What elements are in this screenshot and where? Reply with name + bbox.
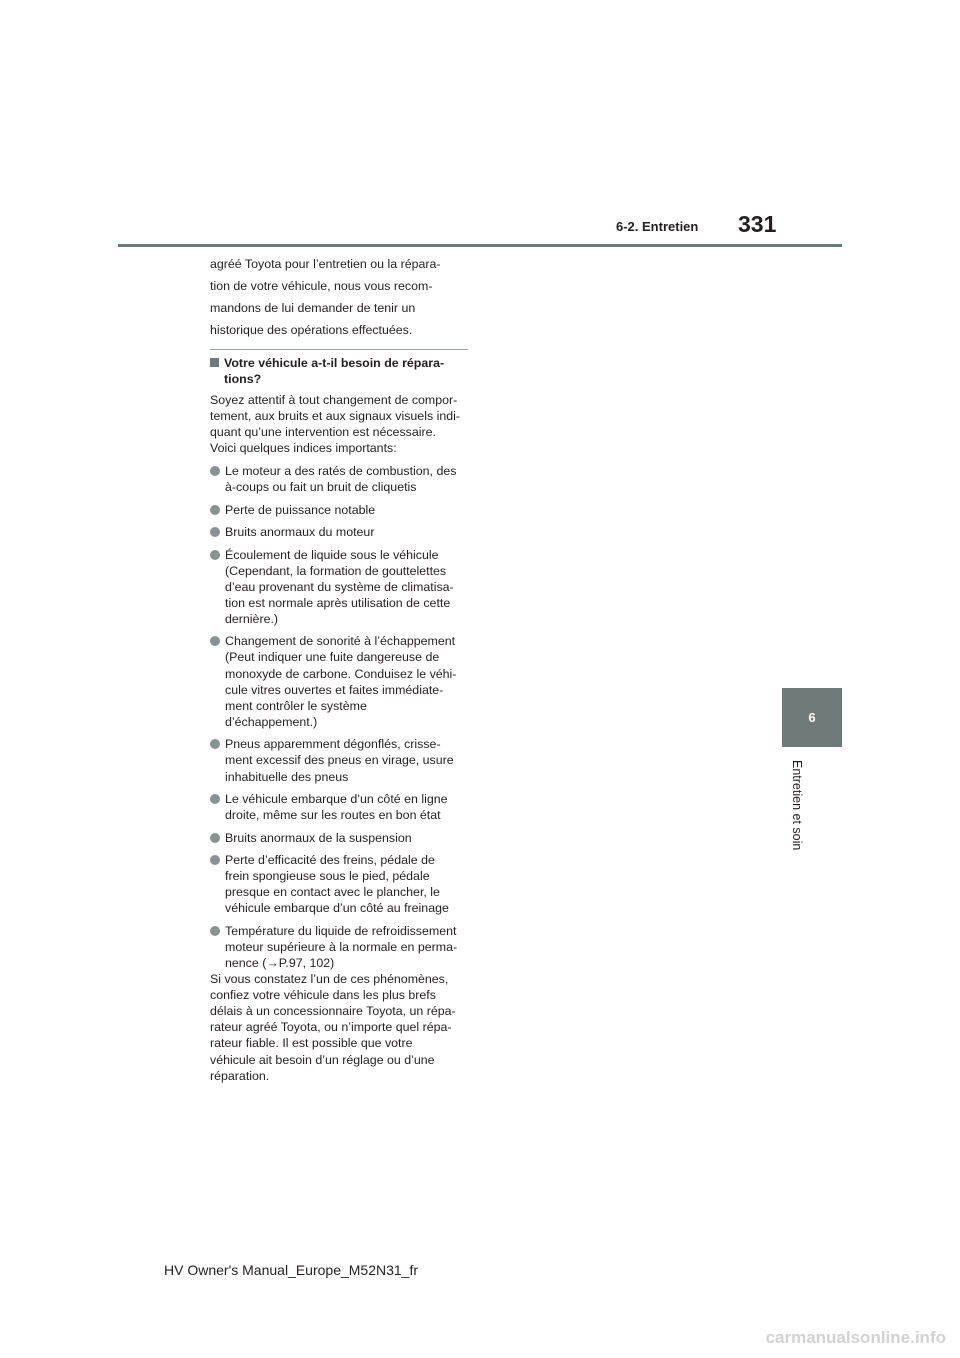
text-line: ment contrôler le système	[225, 698, 367, 713]
text-line: Si vous constatez l’un de ces phénomènes,	[210, 972, 449, 987]
round-bullet-icon	[210, 833, 220, 843]
round-bullet-icon	[210, 466, 220, 476]
text-line: rateur fiable. Il est possible que votre	[210, 1036, 413, 1051]
round-bullet-icon	[210, 550, 220, 560]
intro-line: mandons de lui demander de tenir un	[210, 301, 416, 315]
chapter-tab	[782, 688, 842, 747]
text-line: Perte de puissance notable	[225, 502, 376, 517]
list-item	[210, 791, 468, 823]
list-item	[210, 736, 468, 784]
text-line: Perte d’efficacité des freins, pédale de	[225, 853, 435, 868]
text-line: Voici quelques indices importants:	[210, 441, 397, 456]
topic-heading	[210, 355, 468, 387]
round-bullet-icon	[210, 926, 220, 936]
text-line: rateur agréé Toyota, ou n’importe quel répa-	[210, 1020, 452, 1035]
text-line: véhicule ait besoin d’un réglage ou d’une	[210, 1052, 435, 1067]
text-line: confiez votre véhicule dans les plus brefs	[210, 988, 436, 1003]
intro-paragraph	[210, 253, 480, 341]
topic-intro	[210, 392, 468, 456]
text-line: d’eau provenant du système de climatisa-	[225, 579, 454, 594]
text-line: frein spongieuse sous le pied, pédale	[225, 869, 430, 884]
list-item	[210, 633, 468, 730]
list-item	[210, 524, 468, 540]
heading-line: Votre véhicule a-t-il besoin de répara-	[224, 356, 445, 370]
text-line: Écoulement de liquide sous le véhicule	[225, 547, 439, 562]
watermark: carmanualsonline.info	[765, 1328, 946, 1347]
list-item-text	[225, 736, 454, 784]
text-line: presque en contact avec le plancher, le	[225, 885, 440, 900]
list-item-text	[225, 463, 456, 495]
text-line: moteur supérieure à la normale en perma-	[225, 939, 458, 954]
square-bullet-icon	[210, 358, 219, 367]
closing-paragraph	[210, 971, 468, 1084]
intro-line: tion de votre véhicule, nous vous recom-	[210, 279, 433, 293]
list-item	[210, 547, 468, 627]
list-item-text	[225, 852, 449, 916]
text-line: Le moteur a des ratés de combustion, des	[225, 463, 457, 478]
list-item-text	[225, 547, 454, 627]
chapter-number: 6	[808, 710, 816, 725]
list-item	[210, 502, 468, 518]
intro-line: agréé Toyota pour l’entretien ou la répara-	[210, 257, 441, 271]
list-item-text	[225, 633, 456, 730]
text-line: (Cependant, la formation de gouttelettes	[225, 563, 447, 578]
list-item	[210, 852, 468, 916]
round-bullet-icon	[210, 855, 220, 865]
header-rule	[118, 244, 842, 247]
list-item-text	[225, 502, 375, 518]
text-line: à-coups ou fait un bruit de cliquetis	[225, 480, 417, 495]
text-line: inhabituelle des pneus	[225, 769, 349, 784]
round-bullet-icon	[210, 505, 220, 515]
chapter-title: Entretien et soin	[790, 760, 804, 851]
text-line: Changement de sonorité à l’échappement	[225, 634, 456, 649]
text-line: dernière.)	[225, 611, 279, 626]
topic-divider	[210, 349, 468, 350]
section-label: 6-2. Entretien	[616, 219, 699, 234]
round-bullet-icon	[210, 794, 220, 804]
list-item	[210, 923, 468, 971]
text-line: Soyez attentif à tout changement de compor-	[210, 393, 458, 408]
footer-manual-id: HV Owner's Manual_Europe_M52N31_fr	[164, 1262, 419, 1278]
list-item	[210, 830, 468, 846]
topic-section	[210, 355, 468, 1084]
heading-line: tions?	[224, 372, 262, 387]
text-line: véhicule embarque d’un côté au freinage	[225, 901, 449, 916]
page-number: 331	[738, 211, 777, 237]
text-line: réparation.	[210, 1068, 270, 1083]
text-line: Le véhicule embarque d’un côté en ligne	[225, 791, 448, 806]
symptom-list	[210, 463, 468, 971]
round-bullet-icon	[210, 739, 220, 749]
text-line: ment excessif des pneus en virage, usure	[225, 753, 454, 768]
text-line: Pneus apparemment dégonflés, crisse-	[225, 737, 441, 752]
round-bullet-icon	[210, 636, 220, 646]
intro-line: historique des opérations effectuées.	[210, 323, 413, 337]
text-line: cule vitres ouvertes et faites immédiate-	[225, 682, 444, 697]
text-line: (Peut indiquer une fuite dangereuse de	[225, 650, 440, 665]
list-item-text	[225, 524, 374, 540]
list-item-text	[225, 791, 448, 823]
text-line: Bruits anormaux du moteur	[225, 525, 375, 540]
text-line: tement, aux bruits et aux signaux visuels indi-	[210, 409, 461, 424]
text-line: quant qu’une intervention est nécessaire.	[210, 425, 436, 440]
text-line: droite, même sur les routes en bon état	[225, 808, 441, 823]
text-line: d’échappement.)	[225, 714, 318, 729]
text-line: Bruits anormaux de la suspension	[225, 830, 412, 845]
text-line: nence (→P.97, 102)	[225, 956, 335, 970]
round-bullet-icon	[210, 527, 220, 537]
text-line: monoxyde de carbone. Conduisez le véhi-	[225, 666, 457, 681]
list-item-text	[225, 923, 457, 971]
text-line: tion est normale après utilisation de cette	[225, 595, 451, 610]
text-line: Température du liquide de refroidissement	[225, 923, 457, 938]
text-line: délais à un concessionnaire Toyota, un répa-	[210, 1004, 456, 1019]
list-item-text	[225, 830, 412, 846]
list-item	[210, 463, 468, 495]
